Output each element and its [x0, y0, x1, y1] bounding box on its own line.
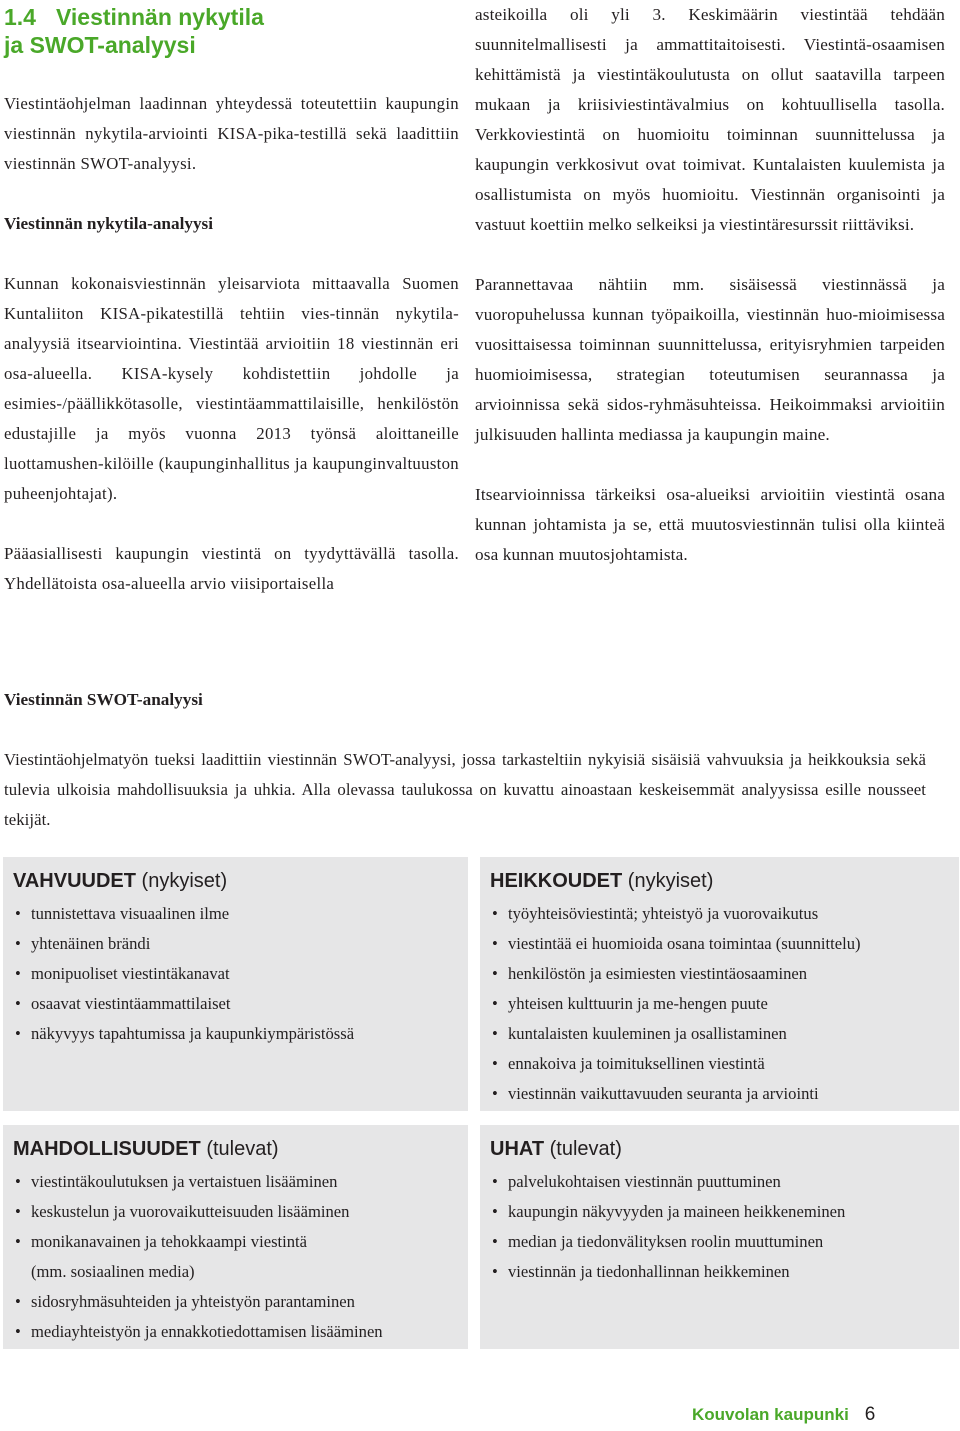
opportunities-list [13, 1167, 468, 1347]
list-item: • viestinnän ja tiedonhallinnan heikkeminen [492, 1262, 790, 1281]
list-item: • monipuoliset viestintäkanavat [15, 964, 230, 983]
list-item: • kuntalaisten kuuleminen ja osallistaminen [492, 1024, 787, 1043]
opportunities-note: (mm. sosiaalinen media) [31, 1262, 195, 1281]
section-title-line1: Viestinnän nykytila [55, 4, 264, 30]
section-title-line2: ja SWOT-analyysi [4, 32, 196, 58]
list-item: • työyhteisöviestintä; yhteistyö ja vuorovaikutus [492, 904, 819, 923]
right-column [475, 0, 945, 570]
strengths-title: VAHVUUDET (nykyiset) [13, 870, 228, 892]
nykytila-paragraph-1: Kunnan kokonaisviestinnän yleisarviota mittaavalla Suomen Kuntaliiton KISA-pikatestillä tehtiin vies-tinnän nykytila-analyysiä itsearviointina. Viestintää arvioitiin 18 viestinnän eri osa-alueella. KISA-kysely kohdistettiin johdolle ja esimies-/päällikkötasolle, viestintäammattilaisille, henkilöstön edustajille ja myös vuonna 2013 työnsä aloittaneille luottamushen-kilöille (kaupunginhallitus ja kaupunginvaltuuston puheenjohtajat). [4, 274, 459, 503]
weaknesses-list [490, 899, 959, 1109]
page-number: 6 [864, 1404, 876, 1425]
footer-brand: Kouvolan kaupunki [692, 1405, 849, 1424]
list-item: • osaavat viestintäammattilaiset [15, 994, 231, 1013]
weaknesses-title: HEIKKOUDET (nykyiset) [490, 870, 714, 892]
threats-list [490, 1167, 959, 1287]
threats-title: UHAT (tulevat) [490, 1138, 622, 1160]
list-item: • sidosryhmäsuhteiden ja yhteistyön parantaminen [15, 1292, 355, 1311]
swot-intro: Viestintäohjelmatyön tueksi laadittiin viestinnän SWOT-analyysi, jossa tarkasteltiin nykyisiä sisäisiä vahvuuksia ja heikkouksia sekä tulevia ulkoisia mahdollisuuksia ja uhkia. Alla olevassa taulukossa on kuvattu ainoastaan keskeisemmät analyysissa esille nousseet tekijät. [4, 750, 926, 829]
page-footer [692, 1404, 875, 1426]
intro-paragraph: Viestintäohjelman laadinnan yhteydessä toteutettiin kaupungin viestinnän nykytila-arviointi KISA-pika-testillä sekä laadittiin viestinnän SWOT-analyysi. [4, 94, 459, 173]
list-item: • monikanavainen ja tehokkaampi viestintä (mm. sosiaalinen media) [15, 1232, 308, 1281]
nykytila-paragraph-4: Itsearvioinnissa tärkeiksi osa-alueiksi arvioitiin viestintä osana kunnan johtamista ja se, että muutosviestinnän tulisi olla kiinteä osa kunnan muutosjohtamista. [475, 485, 945, 564]
nykytila-paragraph-2: Pääasiallisesti kaupungin viestintä on tyydyttävällä tasolla. Yhdellätoista osa-alueella arvio viisiportaisella [4, 544, 459, 593]
swot-strengths-box [3, 857, 468, 1111]
opportunities-title: MAHDOLLISUUDET (tulevat) [13, 1138, 279, 1160]
list-item: • keskustelun ja vuorovaikutteisuuden lisääminen [15, 1202, 350, 1221]
swot-threats-box [480, 1125, 959, 1349]
list-item: • ennakoiva ja toimituksellinen viestintä [492, 1054, 765, 1073]
list-item: • yhteisen kulttuurin ja me-hengen puute [492, 994, 768, 1013]
list-item: • yhtenäinen brändi [15, 934, 151, 953]
left-column [4, 0, 459, 599]
list-item: • viestintää ei huomioida osana toimintaa (suunnittelu) [492, 934, 861, 953]
list-item: • kaupungin näkyvyyden ja maineen heikkeneminen [492, 1202, 846, 1221]
list-item: • henkilöstön ja esimiesten viestintäosaaminen [492, 964, 808, 983]
nykytila-paragraph-3: Parannettavaa nähtiin mm. sisäisessä viestinnässä ja vuoropuhelussa kunnan työpaikoilla, viestinnän huo-mioimisessa vuosittaisessa toiminnan suunnittelussa, erityisryhmien tarpeiden huomioimisessa, strategian toteutumisen seurannassa ja arvioinnissa sekä sidos-ryhmäsuhteissa. Heikoimmaksi arvioitiin julkisuuden hallinta mediassa ja kaupungin maine. [475, 275, 945, 444]
swot-heading: Viestinnän SWOT-analyysi [4, 690, 203, 709]
list-item: • mediayhteistyön ja ennakkotiedottamisen lisääminen [15, 1322, 383, 1341]
section-number: 1.4 [4, 4, 36, 30]
nykytila-paragraph-2-continued: asteikoilla oli yli 3. Keskimäärin viestintää tehdään suunnitelmallisesti ja ammattitaitoisesti. Viestintä-osaamisen kehittämistä ja viestintäkoulutusta on ollut saatavilla tarpeen mukaan ja kriisiviestintävalmius on kohtuullisella tasolla. Verkkoviestintä on huomioitu toiminnan suunnittelussa ja kaupungin verkkosivut ovat toimivat. Kuntalaisten kuulemista ja osallistumista on myös huomioitu. Viestinnän organisointi ja vastuut koettiin melko selkeiksi ja viestintäresurssit riittäviksi. [475, 5, 945, 234]
list-item: • palvelukohtaisen viestinnän puuttuminen [492, 1172, 781, 1191]
section-title [4, 0, 459, 59]
list-item: • viestintäkoulutuksen ja vertaistuen lisääminen [15, 1172, 338, 1191]
list-item: • median ja tiedonvälityksen roolin muuttuminen [492, 1232, 824, 1251]
list-item: • näkyvyys tapahtumissa ja kaupunkiympäristössä [15, 1024, 355, 1043]
list-item: • viestinnän vaikuttavuuden seuranta ja arviointi [492, 1084, 819, 1103]
strengths-list [13, 899, 468, 1049]
list-item: • tunnistettava visuaalinen ilme [15, 904, 230, 923]
swot-opportunities-box [3, 1125, 468, 1349]
nykytila-heading: Viestinnän nykytila-analyysi [4, 214, 214, 233]
swot-weaknesses-box [480, 857, 959, 1111]
